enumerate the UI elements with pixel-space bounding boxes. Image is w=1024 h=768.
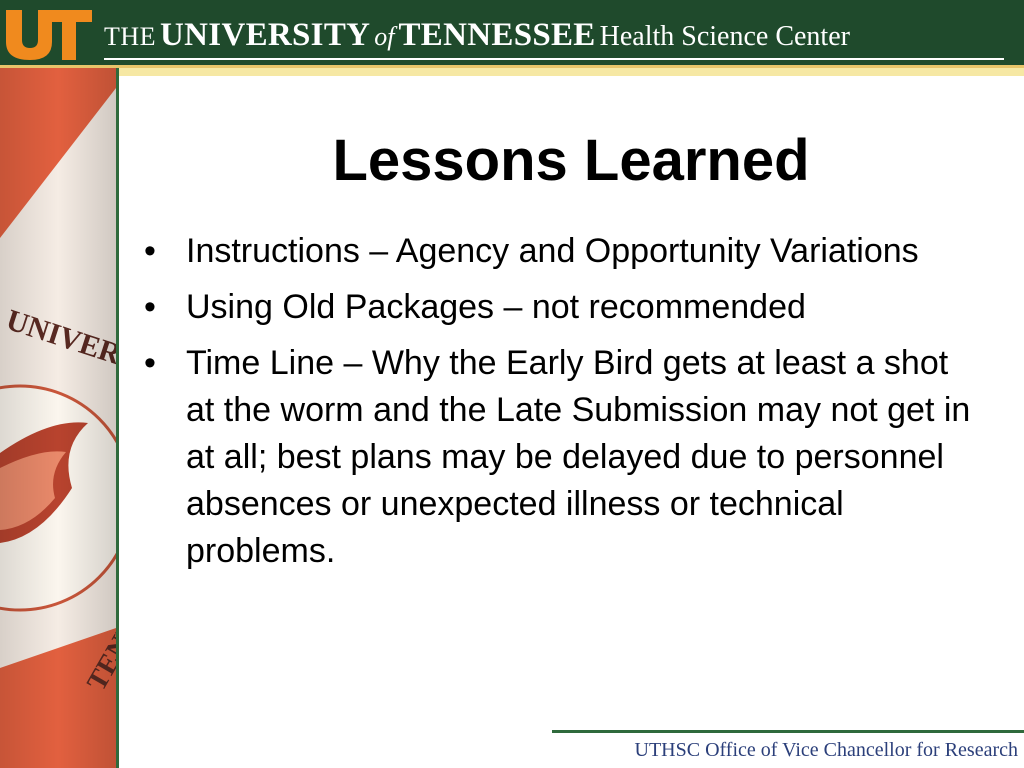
title-health-science-center: Health Science Center bbox=[599, 21, 850, 52]
bullet-icon: • bbox=[144, 232, 156, 270]
flag-seal-graphic bbox=[0, 68, 116, 768]
gold-stripe bbox=[118, 68, 1024, 76]
title-tennessee: TENNESSEE bbox=[398, 17, 596, 53]
bullet-text: Instructions – Agency and Opportunity Variations bbox=[186, 232, 919, 270]
university-title bbox=[104, 13, 850, 57]
header-banner bbox=[0, 0, 1024, 68]
ut-logo bbox=[4, 6, 94, 62]
bullet-item bbox=[142, 284, 972, 331]
title-of: of bbox=[374, 22, 395, 51]
bullet-item bbox=[142, 340, 972, 575]
university-flag-image bbox=[0, 68, 116, 768]
header-rule bbox=[104, 58, 1004, 60]
bullet-list bbox=[142, 228, 972, 584]
footer-text: UTHSC Office of Vice Chancellor for Research bbox=[634, 739, 1018, 761]
bullet-text: Using Old Packages – not recommended bbox=[186, 288, 806, 326]
slide-title: Lessons Learned bbox=[332, 128, 810, 193]
bullet-icon: • bbox=[144, 344, 156, 382]
bullet-text: Time Line – Why the Early Bird gets at least a shot at the worm and the Late Submission may not get in at all; best plans may be delayed due to personnel absences or unexpected illness or technical problems. bbox=[186, 344, 971, 570]
bullet-item bbox=[142, 228, 972, 275]
bullet-icon: • bbox=[144, 288, 156, 326]
title-the: THE bbox=[104, 22, 157, 51]
title-university: UNIVERSITY bbox=[160, 17, 371, 53]
footer-rule bbox=[552, 730, 1024, 733]
